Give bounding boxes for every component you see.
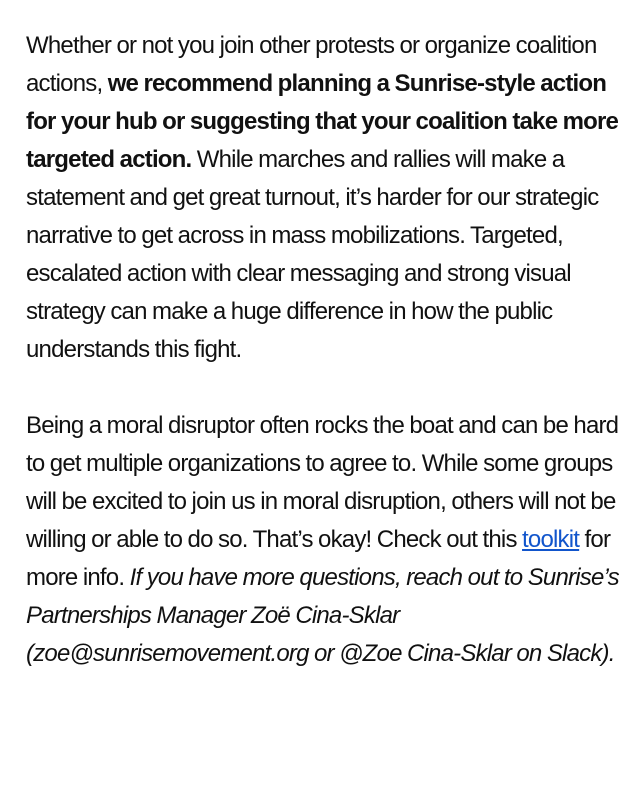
paragraph-1-intro: Whether or not you join other protests or organize coalition actions, [26,32,597,97]
paragraph-2-before-link: Being a moral disruptor often rocks the boat and can be hard to get multiple organizations to agree to. While some groups will be excited to join us in moral disruption, others will not be willing or able to do so. That’s okay! Check out this [26,412,619,553]
paragraph-2-contact-info: If you have more questions, reach out to Sunrise’s Partnerships Manager Zoë Cina-Sklar (zoe@sunrisemovement.org or @Zoe Cina-Sklar on Slack). [26,564,619,667]
toolkit-link[interactable]: toolkit [522,526,580,553]
paragraph-1-bold-recommendation: we recommend planning a Sunrise-style action for your hub or suggesting that your coalition take more targeted action. [26,70,619,173]
paragraph-2-after-link: for more info. [26,526,611,591]
paragraph-moral-disruption [26,407,626,673]
paragraph-recommendation [26,27,626,369]
paragraph-1-rest: While marches and rallies will make a statement and get great turnout, it’s harder for our strategic narrative to get across in mass mobilizations. Targeted, escalated action with clear messaging and strong visual strategy can make a huge difference in how the public understands this fight. [26,146,599,363]
document-body [26,27,626,673]
